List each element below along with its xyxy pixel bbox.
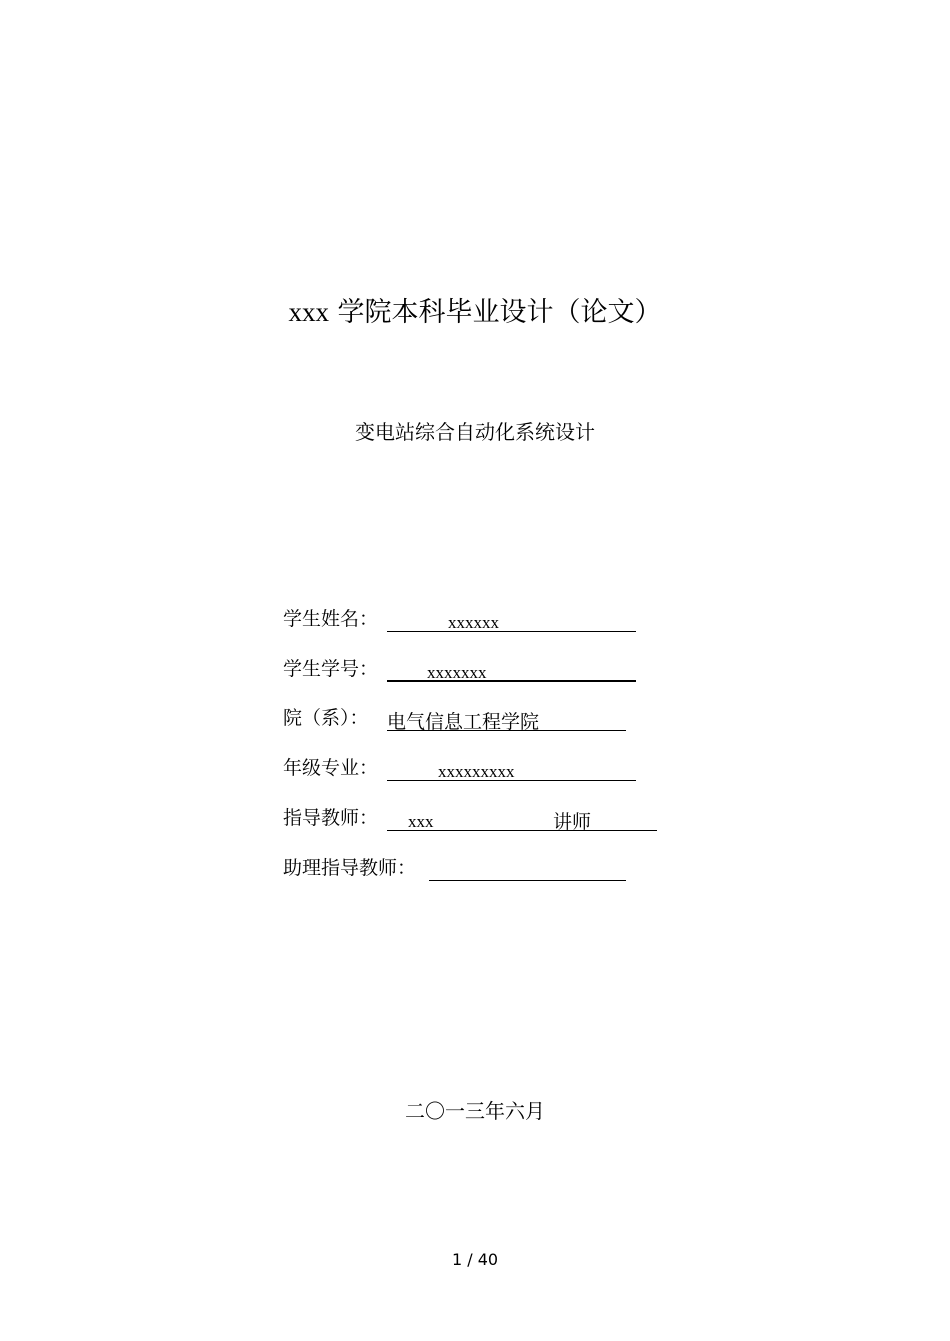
department-label: 院（系）： — [283, 707, 369, 729]
department-value: 电气信息工程学院 — [387, 711, 540, 733]
assistant-advisor-label: 助理指导教师： — [283, 857, 417, 879]
thesis-subtitle: 变电站综合自动化系统设计 — [355, 420, 595, 444]
student-id-row — [283, 654, 643, 684]
department-row — [283, 703, 643, 733]
page-number — [0, 1249, 950, 1271]
student-name-label: 学生姓名： — [283, 608, 379, 630]
title-main: 学院本科毕业设计（论文） — [337, 297, 662, 328]
page-current: 1 — [451, 1250, 463, 1269]
page-total: 40 — [477, 1250, 499, 1269]
title-prefix: xxx — [288, 297, 329, 327]
advisor-row — [283, 803, 663, 833]
advisor-value: xxx — [408, 812, 434, 831]
thesis-title — [0, 294, 950, 331]
page-separator: / — [462, 1250, 478, 1269]
advisor-label: 指导教师： — [283, 807, 379, 829]
submission-date: 二〇一三年六月 — [405, 1099, 545, 1123]
student-name-value: xxxxxx — [448, 613, 499, 632]
assistant-advisor-underline — [429, 856, 626, 881]
student-id-label: 学生学号： — [283, 658, 379, 680]
grade-major-value: xxxxxxxxx — [438, 762, 515, 781]
grade-major-row — [283, 753, 643, 783]
student-id-value: xxxxxxx — [427, 663, 487, 682]
advisor-title: 讲师 — [553, 811, 592, 833]
grade-major-label: 年级专业： — [283, 757, 379, 779]
student-id-underline — [387, 656, 636, 682]
student-name-row — [283, 604, 643, 634]
student-name-underline — [387, 607, 636, 632]
assistant-advisor-row — [283, 853, 643, 883]
